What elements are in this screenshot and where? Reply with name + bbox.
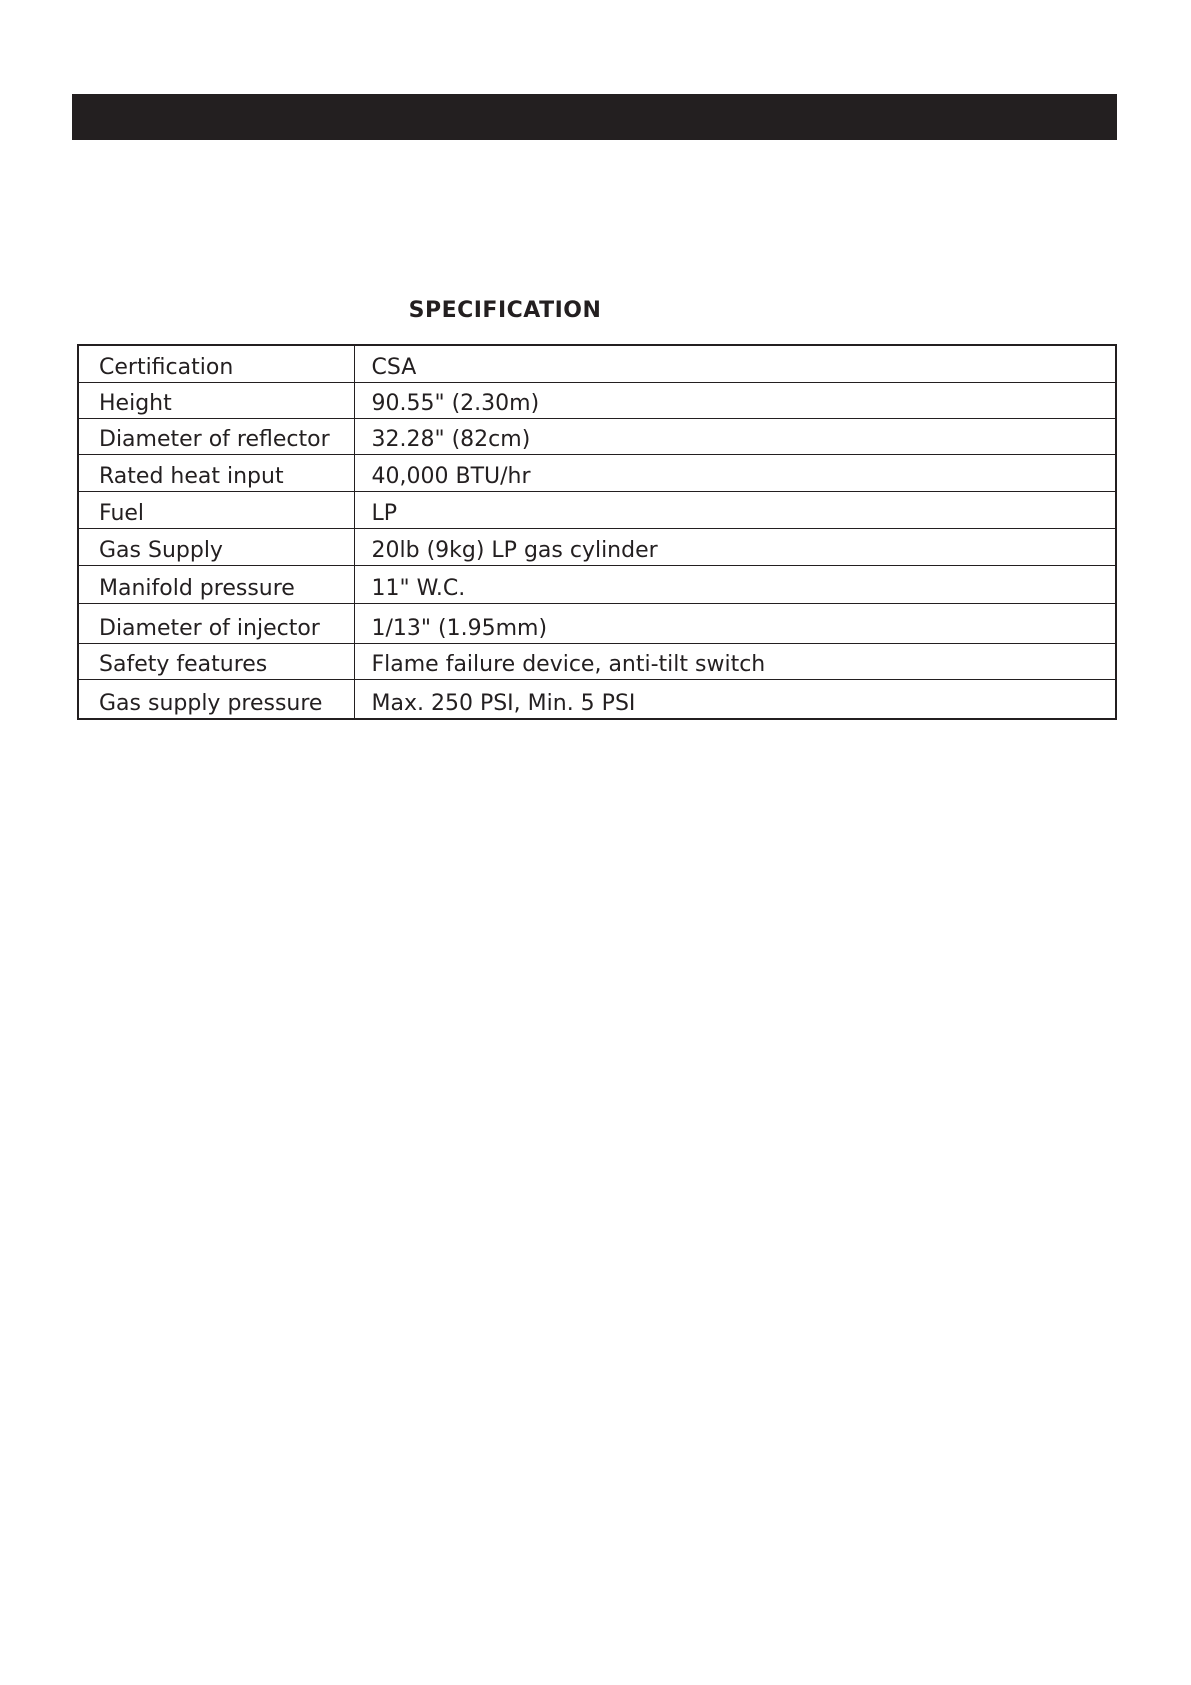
- table-row: [78, 418, 1116, 454]
- spec-label: Certification: [78, 345, 354, 382]
- spec-value: Flame failure device, anti-tilt switch: [354, 643, 1116, 679]
- spec-label: Gas Supply: [78, 528, 354, 565]
- spec-label: Manifold pressure: [78, 565, 354, 603]
- spec-label: Gas supply pressure: [78, 679, 354, 719]
- spec-value: 11" W.C.: [354, 565, 1116, 603]
- spec-value: LP: [354, 491, 1116, 528]
- table-row: [78, 565, 1116, 603]
- spec-value: 90.55" (2.30m): [354, 382, 1116, 418]
- table-row: [78, 491, 1116, 528]
- spec-label: Diameter of reflector: [78, 418, 354, 454]
- spec-value: 40,000 BTU/hr: [354, 454, 1116, 491]
- table-row: [78, 345, 1116, 382]
- spec-label: Rated heat input: [78, 454, 354, 491]
- table-row: [78, 528, 1116, 565]
- spec-label: Fuel: [78, 491, 354, 528]
- spec-value: CSA: [371, 354, 417, 380]
- spec-value: 32.28" (82cm): [354, 418, 1116, 454]
- spec-label: Safety features: [78, 643, 354, 679]
- spec-label: Height: [78, 382, 354, 418]
- spec-value: 20lb (9kg) LP gas cylinder: [354, 528, 1116, 565]
- table-row: [78, 382, 1116, 418]
- specification-table: [77, 344, 1117, 720]
- section-title: SPECIFICATION: [408, 298, 602, 323]
- spec-value: 1/13" (1.95mm): [354, 603, 1116, 643]
- table-row: [78, 454, 1116, 491]
- spec-label: Diameter of injector: [78, 603, 354, 643]
- table-row: [78, 679, 1116, 719]
- table-row: [78, 643, 1116, 679]
- spec-value: Max. 250 PSI, Min. 5 PSI: [354, 679, 1116, 719]
- header-bar: [72, 94, 1117, 140]
- table-row: [78, 603, 1116, 643]
